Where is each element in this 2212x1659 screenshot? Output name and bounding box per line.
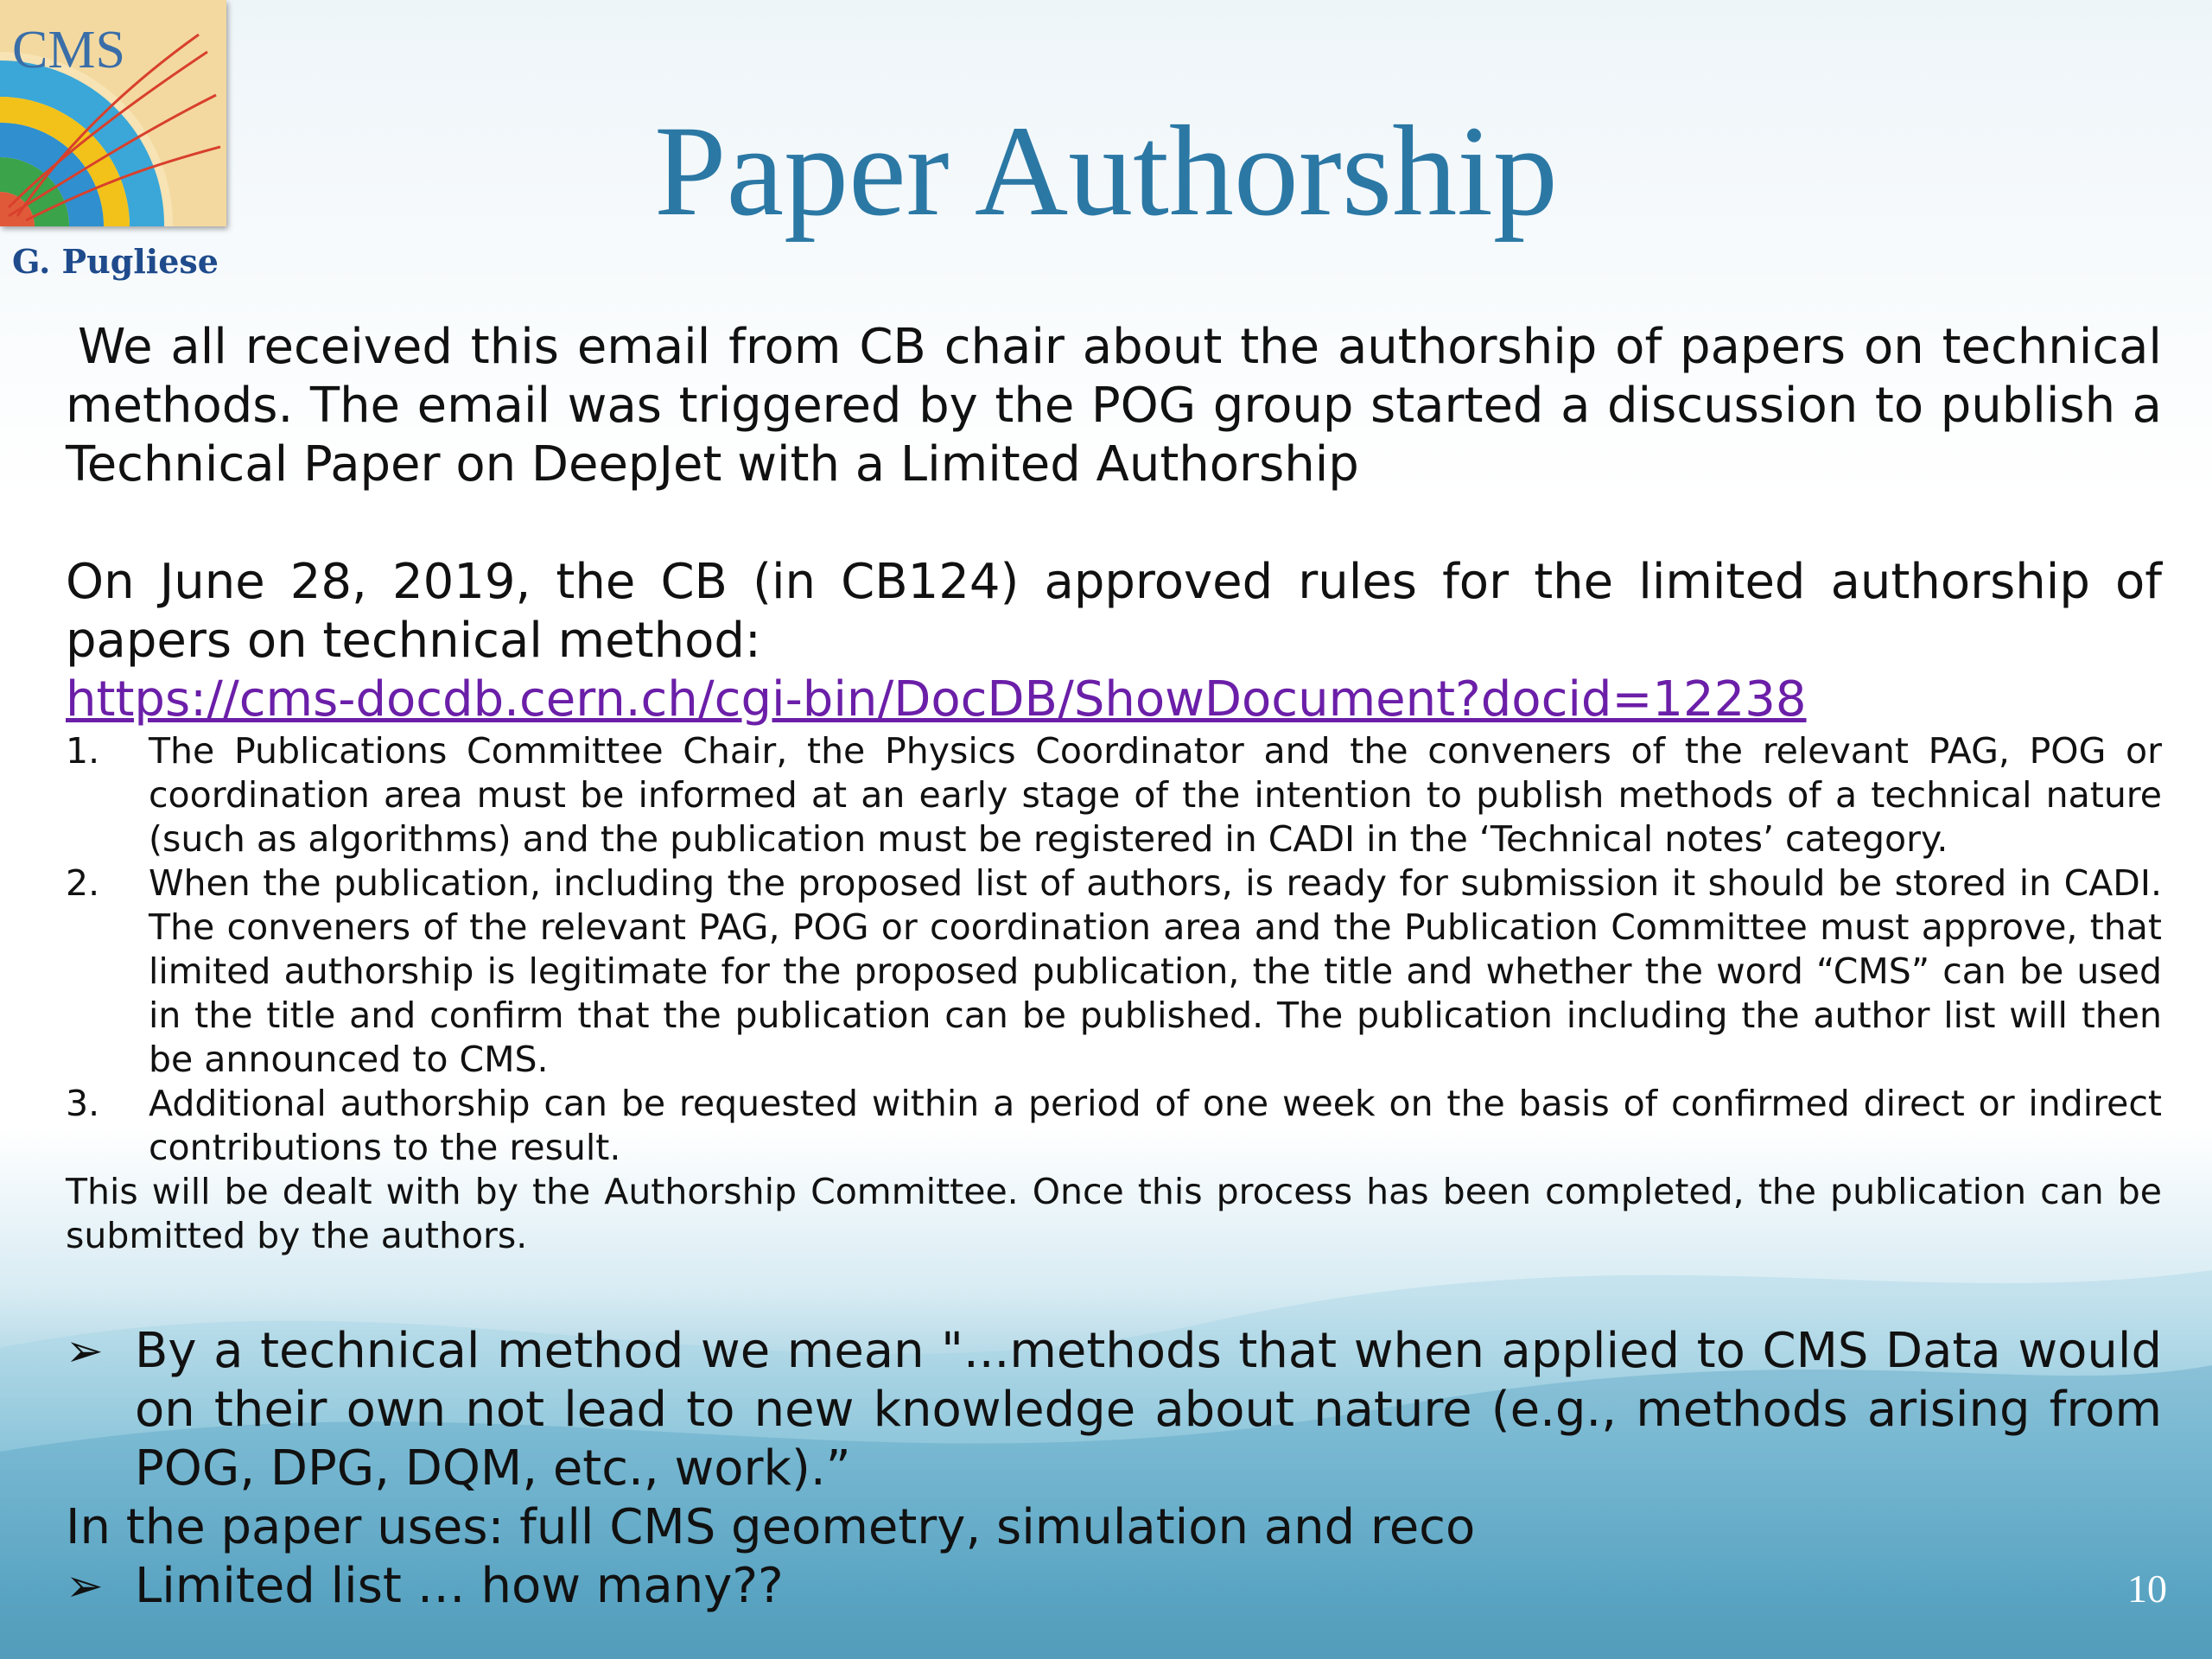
presenter-name: G. Pugliese [12,242,219,281]
rule-number: 3. [66,1083,100,1124]
intro-paragraph: We all received this email from CB chair about the authorship of papers on technical methods. The email was triggered by the POG group started a discussion to publish a Technical Paper on DeepJet with a Limited Authorship [66,319,2162,493]
arrow-bullet-icon: ➢ [66,1560,104,1612]
rule-text: Additional authorship can be requested within a period of one week on the basis of confirmed direct or indirect contributions to the result. [149,1083,2162,1168]
technical-method-text: By a technical method we mean "...methods that when applied to CMS Data would on their own not lead to new knowledge about nature (e.g., methods arising from POG, DPG, DQM, etc., work).” [135,1323,2162,1497]
rule-number: 1. [66,730,100,772]
page-number: 10 [2127,1567,2167,1611]
rule-item [66,861,2162,1082]
bullet-section [66,1322,2162,1616]
spacer [66,494,2162,553]
rule-item [66,1082,2162,1170]
docdb-link[interactable]: https://cms-docdb.cern.ch/cgi-bin/DocDB/ShowDocument?docid=12238 [66,671,1807,728]
rule-text: When the publication, including the proposed list of authors, is ready for submission it should be stored in CADI. The conveners of the relevant PAG, POG or coordination area and the Publication Committee must approve, that limited authorship is legitimate for the proposed publication, the title and whether the word “CMS” can be used in the title and confirm that the publication can be published. The publication including the author list will then be announced to CMS. [149,862,2162,1080]
slide-title: Paper Authorship [654,99,1558,243]
rule-number: 2. [66,862,100,904]
arrow-bullet-icon: ➢ [66,1325,104,1377]
rules-list [66,729,2162,1170]
rule-text: The Publications Committee Chair, the Physics Coordinator and the conveners of the relevant PAG, POG or coordination area must be informed at an early stage of the intention to publish methods of a technical nature (such as algorithms) and the publication must be registered in CADI in the ‘Technical notes’ category. [149,730,2162,860]
rules-footer: This will be dealt with by the Authorship Committee. Once this process has been completed, the publication can be submitted by the authors. [66,1171,2162,1256]
slide-body [66,318,2162,1258]
bullet-item [66,1322,2162,1498]
limited-list-text: Limited list … how many?? [135,1558,784,1614]
logo-text: CMS [12,21,125,79]
paper-uses-text: In the paper uses: full CMS geometry, simulation and reco [66,1499,1476,1555]
approval-paragraph: On June 28, 2019, the CB (in CB124) approved rules for the limited authorship of papers on technical method: [66,554,2162,669]
bullet-item [66,1557,2162,1616]
rule-item [66,729,2162,861]
